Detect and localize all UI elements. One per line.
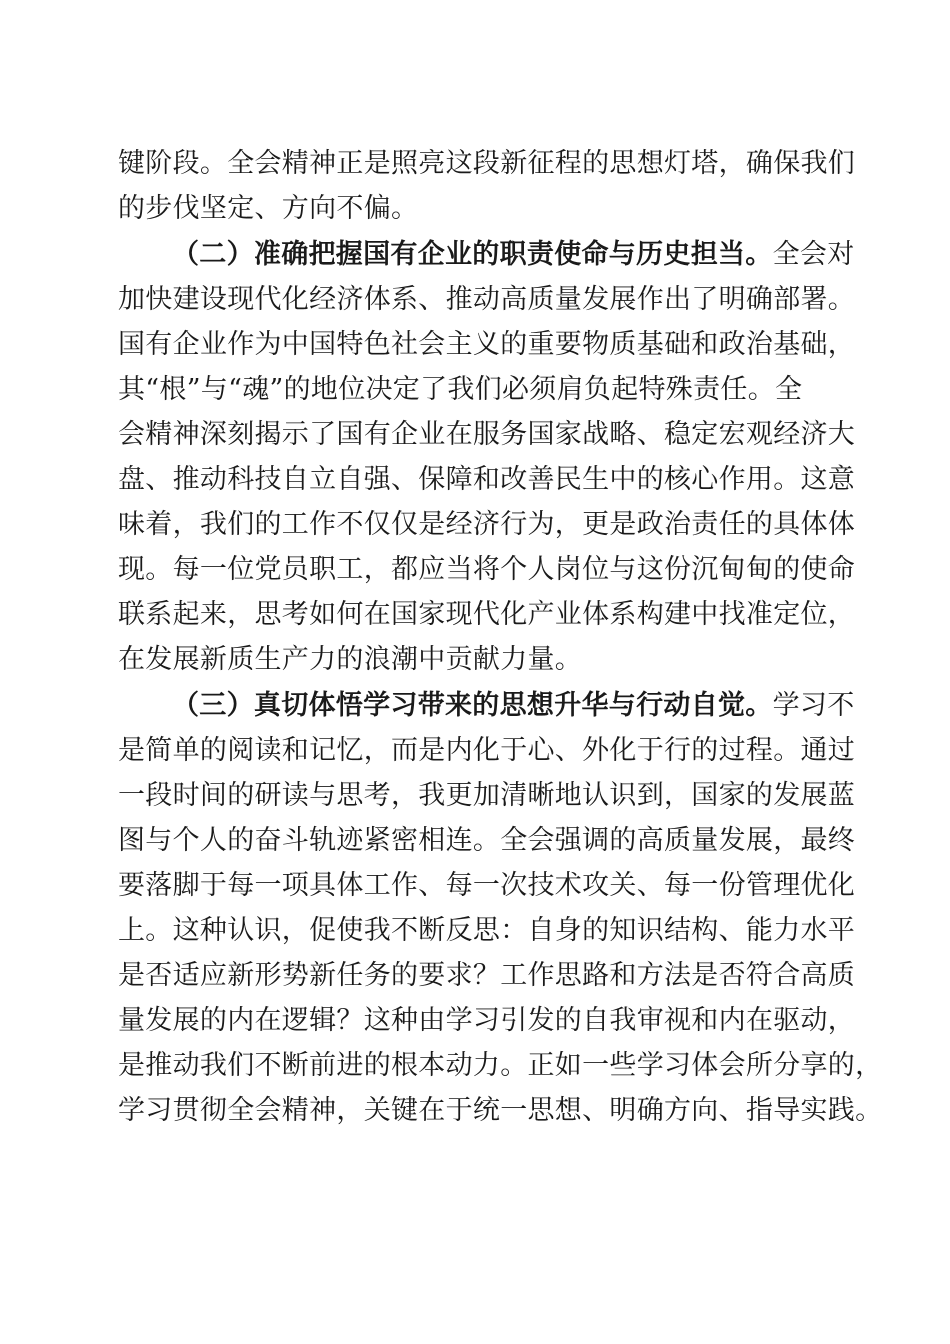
section-3-lead-text: 学习不 bbox=[772, 690, 855, 721]
paragraph-line: 一段时间的研读与思考，我更加清晰地认识到，国家的发展蓝 bbox=[118, 780, 856, 811]
paragraph-line: 联系起来，思考如何在国家现代化产业体系构建中找准定位， bbox=[118, 599, 856, 630]
paragraph-line: 是否适应新形势新任务的要求？工作思路和方法是否符合高质 bbox=[118, 960, 856, 991]
section-2-lead-text: 全会对 bbox=[772, 239, 855, 270]
paragraph-line: 盘、推动科技自立自强、保障和改善民生中的核心作用。这意 bbox=[118, 464, 856, 495]
paragraph-line: 国有企业作为中国特色社会主义的重要物质基础和政治基础， bbox=[118, 329, 856, 360]
section-3-first-line bbox=[172, 683, 855, 729]
paragraph-line: 要落脚于每一项具体工作、每一次技术攻关、每一份管理优化 bbox=[118, 870, 856, 901]
paragraph-line: 图与个人的奋斗轨迹紧密相连。全会强调的高质量发展，最终 bbox=[118, 825, 856, 856]
paragraph-line: 上。这种认识，促使我不断反思：自身的知识结构、能力水平 bbox=[118, 915, 856, 946]
paragraph-line: 的步伐坚定、方向不偏。 bbox=[118, 193, 419, 224]
section-3-heading: （三）真切体悟学习带来的思想升华与行动自觉。 bbox=[172, 690, 773, 721]
section-2-first-line bbox=[172, 232, 855, 278]
paragraph-line: 是简单的阅读和记忆，而是内化于心、外化于行的过程。通过 bbox=[118, 735, 856, 766]
paragraph-line: 是推动我们不断前进的根本动力。正如一些学习体会所分享的， bbox=[118, 1050, 883, 1081]
section-2-heading: （二）准确把握国有企业的职责使命与历史担当。 bbox=[172, 239, 773, 270]
paragraph-line: 会精神深刻揭示了国有企业在服务国家战略、稳定宏观经济大 bbox=[118, 419, 856, 450]
paragraph-line: 加快建设现代化经济体系、推动高质量发展作出了明确部署。 bbox=[118, 284, 856, 315]
paragraph-line: 在发展新质生产力的浪潮中贡献力量。 bbox=[118, 644, 583, 675]
paragraph-line: 其“根”与“魂”的地位决定了我们必须肩负起特殊责任。全 bbox=[118, 374, 803, 405]
paragraph-line: 味着，我们的工作不仅仅是经济行为，更是政治责任的具体体 bbox=[118, 509, 856, 540]
paragraph-line: 量发展的内在逻辑？这种由学习引发的自我审视和内在驱动， bbox=[118, 1005, 856, 1036]
paragraph-line: 学习贯彻全会精神，关键在于统一思想、明确方向、指导实践。 bbox=[118, 1095, 883, 1126]
paragraph-line: 现。每一位党员职工，都应当将个人岗位与这份沉甸甸的使命 bbox=[118, 554, 856, 585]
paragraph-line: 键阶段。全会精神正是照亮这段新征程的思想灯塔，确保我们 bbox=[118, 148, 856, 179]
